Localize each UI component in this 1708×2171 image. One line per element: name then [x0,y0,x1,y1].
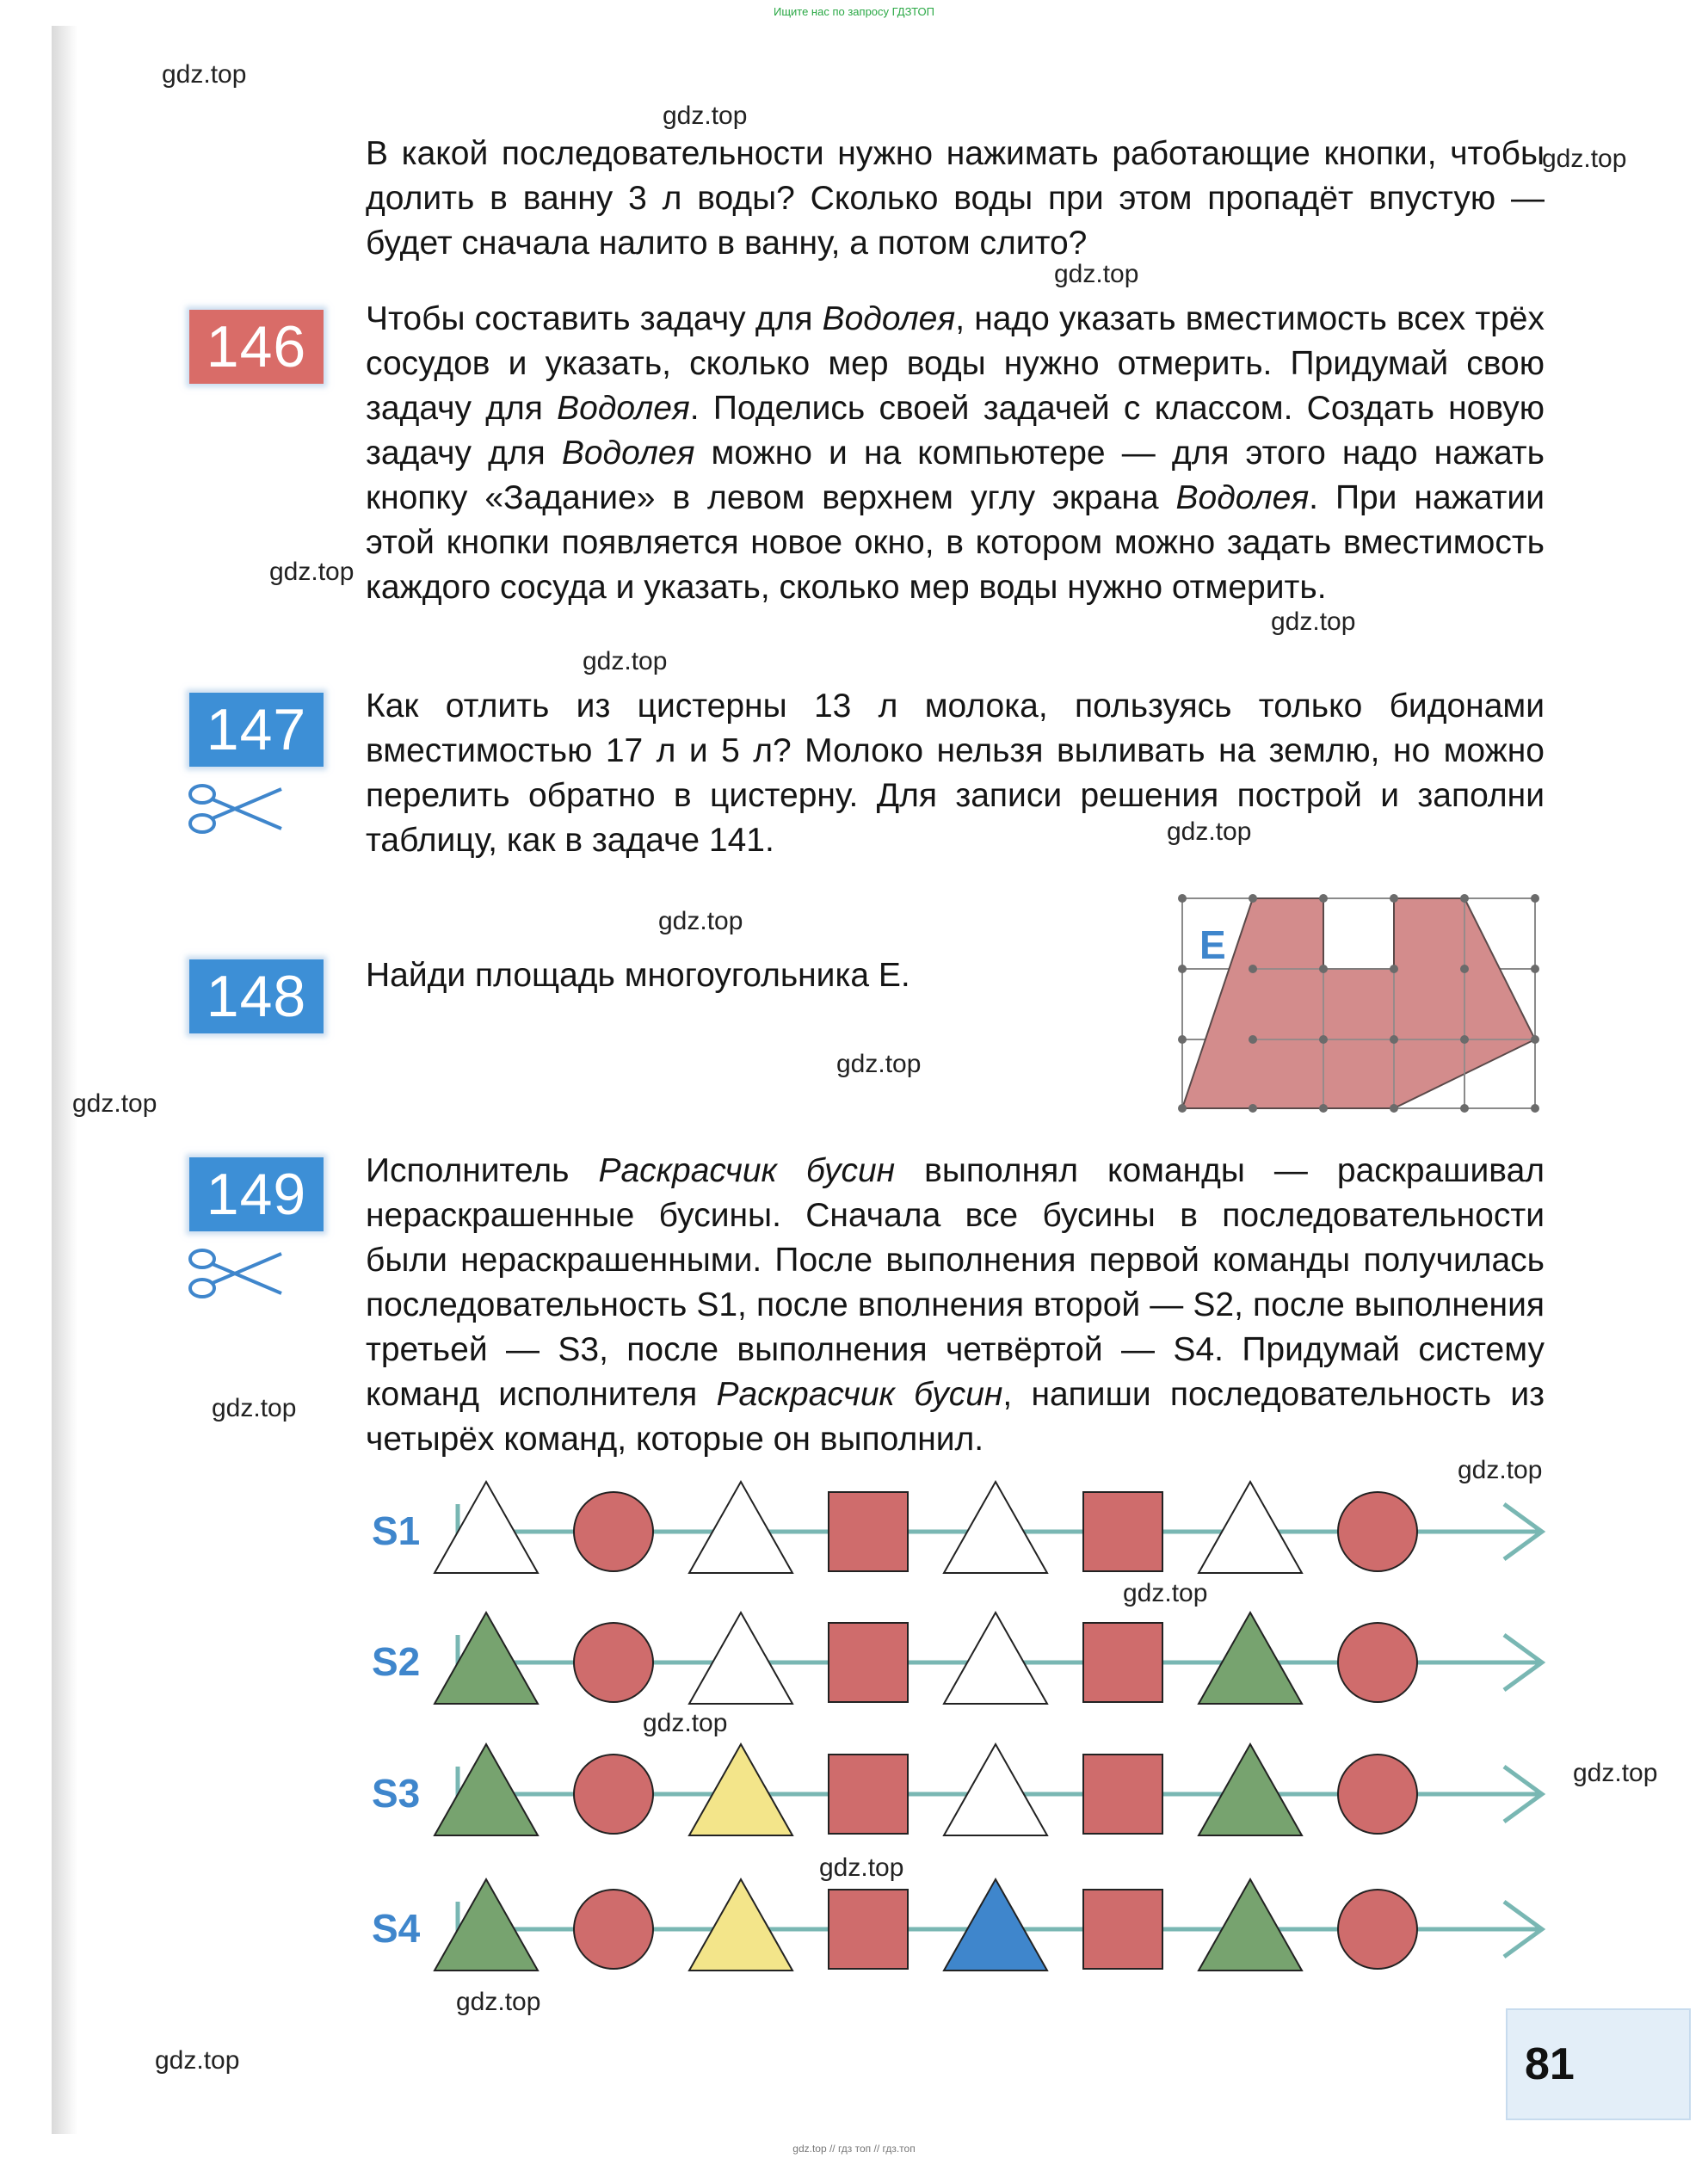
watermark: gdz.top [1542,145,1627,173]
watermark: gdz.top [72,1089,157,1118]
sequence-label: S1 [372,1508,421,1553]
bead-circle-red [574,1755,653,1834]
header-note: Ищите нас по запросу ГДЗТОП [773,5,934,18]
watermark: gdz.top [1458,1456,1543,1484]
bead-square-red [829,1492,908,1571]
watermark: gdz.top [456,1988,541,2016]
scissors-icon [185,779,287,839]
bead-circle-red [574,1890,653,1969]
watermark: gdz.top [583,647,668,675]
watermark: gdz.top [1271,608,1356,636]
bead-triangle-blue [944,1879,1047,1971]
watermark: gdz.top [658,907,743,935]
watermark: gdz.top [836,1050,922,1078]
bead-square-red [829,1755,908,1834]
bead-triangle-green [435,1879,538,1971]
bead-square-red [829,1623,908,1702]
task-number-147: 147 [189,693,324,767]
task-148-text: Найди площадь многоугольника Е. [366,957,910,994]
bead-circle-red [1338,1890,1417,1969]
bead-circle-red [1338,1755,1417,1834]
bead-sequences-diagram [361,1471,1566,2005]
bead-triangle-yellow [689,1879,792,1971]
bead-square-red [1083,1755,1162,1834]
sequence-label: S2 [372,1639,421,1684]
sequence-label: S4 [372,1906,421,1951]
task-number-148: 148 [189,959,324,1033]
bead-triangle-green [435,1613,538,1704]
page-spine-shadow [52,26,77,2134]
intro-paragraph: В какой последовательности нужно нажимать работающие кнопки, чтобы долить в ванну 3 л воды? Сколько воды при этом пропадёт впустую — будет сначала налито в ванну, а потом слито? [366,135,1545,262]
bead-circle-red [574,1623,653,1702]
bead-triangle-white [689,1613,792,1704]
task-149-text: Исполнитель Раскрасчик бусин выполнял команды — раскрашивал нераскрашенные бусины. Сначала все бусины в последовательности были нераскрашенными. После выполнения первой команды получилась последовательность S1, после вполнения второй — S2, после выполнения третьей — S3, после выполнения четвёртой — S4. Придумай систему команд исполнителя Раскрасчик бусин, напиши последовательность из четырёх команд, которые он выполнил. [366,1152,1545,1458]
bead-square-red [1083,1623,1162,1702]
watermark: gdz.top [1573,1759,1658,1787]
task-146-text: Чтобы составить задачу для Водолея, надо указать вместимость всех трёх сосудов и указать, сколько мер воды нужно отмерить. Придумай свою задачу для Водолея. Поделись своей задачей с классом. Создать новую задачу для Водолея можно и на компьютере — для этого надо нажать кнопку «Задание» в левом верхнем углу экрана Водолея. При нажатии этой кнопки появляется новое окно, в котором можно задать вместимость каждого сосуда и указать, сколько мер воды нужно отмерить. [366,300,1545,606]
bead-square-red [1083,1890,1162,1969]
bead-triangle-green [1199,1613,1302,1704]
bead-triangle-white [435,1482,538,1573]
bead-circle-red [574,1492,653,1571]
task-number-149: 149 [189,1157,324,1231]
bead-triangle-yellow [689,1744,792,1835]
watermark: gdz.top [1167,817,1252,846]
bead-triangle-green [1199,1744,1302,1835]
bead-triangle-white [944,1613,1047,1704]
watermark: gdz.top [663,102,748,130]
bead-triangle-white [1199,1482,1302,1573]
scissors-icon [185,1243,287,1304]
watermark: gdz.top [643,1709,728,1737]
bead-circle-red [1338,1492,1417,1571]
watermark: gdz.top [212,1394,297,1422]
watermark: gdz.top [162,60,247,89]
sequence-label: S3 [372,1771,421,1816]
watermark: gdz.top [819,1853,904,1882]
bead-square-red [1083,1492,1162,1571]
watermark: gdz.top [1123,1579,1208,1607]
bead-triangle-white [689,1482,792,1573]
bead-circle-red [1338,1623,1417,1702]
bead-triangle-white [944,1482,1047,1573]
bead-triangle-green [1199,1879,1302,1971]
figure-label-e: E [1199,922,1226,967]
polygon-e-figure [1170,886,1566,1136]
footer-note: gdz.top // гдз топ // гдз.топ [792,2143,916,2155]
bead-triangle-green [435,1744,538,1835]
watermark: gdz.top [269,558,355,586]
watermark: gdz.top [155,2046,240,2075]
bead-triangle-white [944,1744,1047,1835]
task-number-146: 146 [189,310,324,384]
watermark: gdz.top [1054,260,1139,288]
page-number: 81 [1506,2008,1691,2120]
bead-square-red [829,1890,908,1969]
task-147-text: Как отлить из цистерны 13 л молока, пользуясь только бидонами вместимостью 17 л и 5 л? Молоко нельзя выливать на землю, но можно перелить обратно в цистерну. Для записи решения построй и заполни таблицу, как в задаче 141. [366,688,1545,859]
